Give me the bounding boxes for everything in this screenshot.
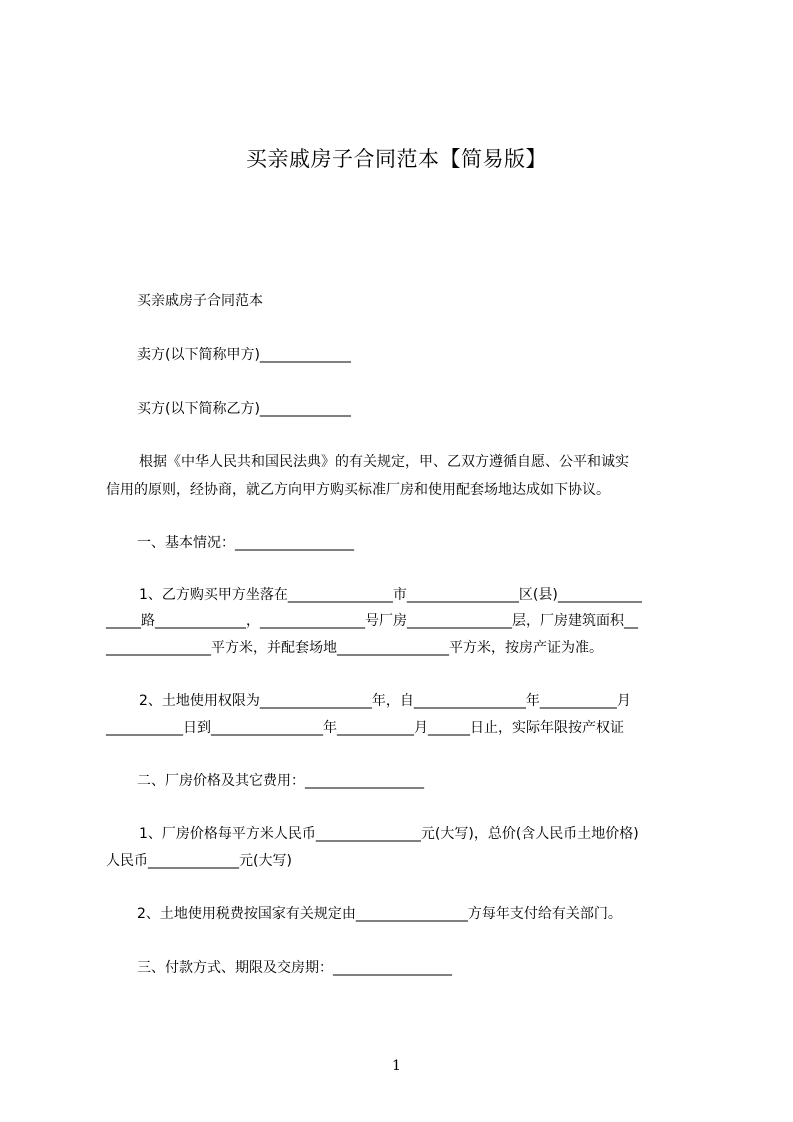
document-title: 买亲戚房子合同范本【简易版】 <box>246 147 547 171</box>
section-1-heading: 一、基本情况：_________________ <box>137 535 354 551</box>
seller-line: 卖方(以下简称甲方)_____________ <box>137 347 351 363</box>
clause-2-1-line-1: 1、厂房价格每平方米人民币_______________元(大写)，总价(含人民币土地价格) <box>139 826 639 842</box>
clause-1-1-line-1: 1、乙方购买甲方坐落在_______________市________________区(县)____________ <box>139 587 642 603</box>
clause-2-1-line-2: 人民币_____________元(大写) <box>106 853 292 869</box>
buyer-line: 买方(以下简称乙方)_____________ <box>137 401 351 417</box>
preamble-line-1: 根据《中华人民共和国民法典》的有关规定，甲、乙双方遵循自愿、公平和诚实 <box>139 454 629 470</box>
clause-1-2-line-1: 2、土地使用权限为________________年，自________________年___________月 <box>139 693 631 709</box>
page-number: 1 <box>392 1058 401 1074</box>
subtitle: 买亲戚房子合同范本 <box>137 293 263 309</box>
section-2-heading: 二、厂房价格及其它费用：_________________ <box>137 773 424 789</box>
section-3-heading: 三、付款方式、期限及交房期：_________________ <box>137 960 452 976</box>
clause-1-1-line-2: _____路_____________，_______________号厂房_______________层，厂房建筑面积__ <box>106 613 638 629</box>
preamble-line-2: 信用的原则，经协商，就乙方向甲方购买标准厂房和使用配套场地达成如下协议。 <box>106 482 610 498</box>
clause-1-2-line-2: ___________日到________________年___________月______日止，实际年限按产权证 <box>106 720 624 736</box>
clause-1-1-line-3: _______________平方米，并配套场地________________平方米，按房产证为准。 <box>106 640 603 656</box>
clause-2-2: 2、土地使用税费按国家有关规定由________________方每年支付给有关部门。 <box>137 906 622 922</box>
